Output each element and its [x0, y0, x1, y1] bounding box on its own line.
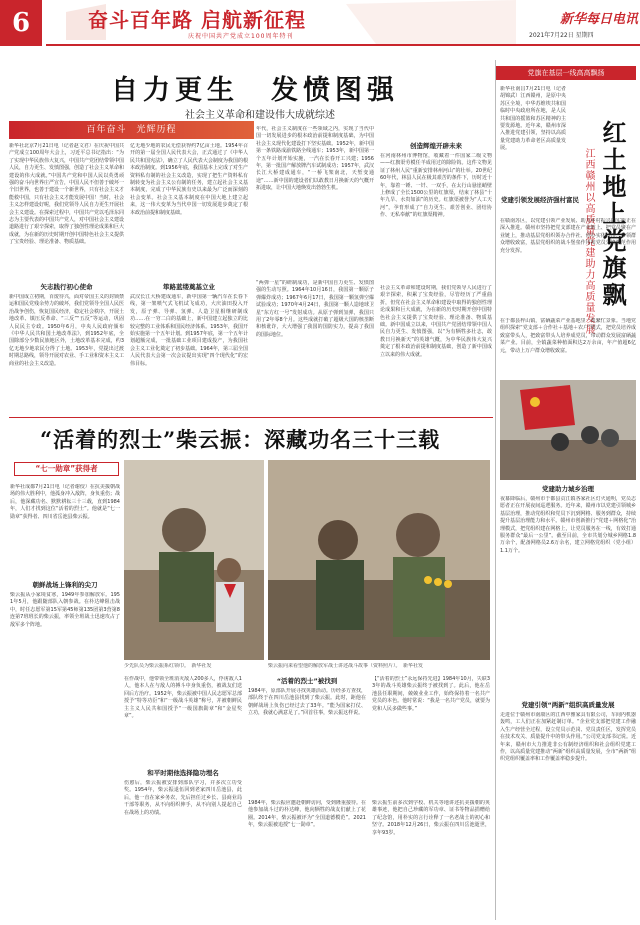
right-column-photo — [500, 380, 636, 480]
mid-col4b-text: 柴云振生前多次到学校、机关等地讲述抗美援朝的英雄事迹，他把自己珍藏的军功章、证书等物品捐赠给了纪念馆，用朴实的言行诠释了一名老战士的初心和坚守。2018年12月26日，柴云振在四川岳池逝世，享年93岁。 — [372, 800, 490, 836]
top-col2b-text: 武汉长江大桥建成通车，新中国第一辆汽车在长春下线，第一架喷气式飞机试飞成功，大庆油田投入开发，原子弹、导弹、氢弹、人造卫星相继研制成功……在一穷二白的基础上，新中国建立起独立的比较完整的工业体系和国民经济体系。1953年，我国开始实施第一个五年计划。到1957年底，第一个五年计划超额完成，一批基础工业项目建成投产，为我国社会主义工业化奠定了初步基础。1964年，第三届全国人民代表大会第一次会议提出实现“四个现代化”的宏伟目标。 — [130, 294, 248, 367]
right-subhead-3: 党建引领“两新”组织高质量发展 — [521, 701, 615, 709]
middle-article-title: “活着的烈士”柴云振：深藏功名三十三载 — [40, 427, 441, 452]
paper-name: 新华每日电讯 — [560, 12, 639, 27]
right-intro-text: 新华社南昌7月21日电（记者胡锦武）江西赣州，是原中央苏区全境，中华苏维埃共和国临时中央政府所在地，是人民共和国的摇篮和苏区精神的主要发源地。近年来，赣州市深入推进党建引领，坚持以高质量党建助力革命老区高质量发展。 — [500, 86, 566, 152]
issue-date: 2021年7月22日 星期四 — [529, 32, 594, 39]
top-col1b-text: 新中国成立初期，百废待兴，面对帝国主义的封锁禁运和国民党残余势力的破坏，我们党领导全国人民医治战争创伤，恢复国民经济，稳定社会秩序，开展土地改革、镇压反革命、“三反”“五反”等运动，巩固人民民主专政。1950年6月，中央人民政府颁布《中华人民共和国土地改革法》，到1952年底，全国除部分少数民族地区外，土地改革基本完成，约3亿无地少地农民分得了土地。1953年，党提出过渡时期总路线，领导开展对农业、手工业和资本主义工商业的社会主义改造。 — [9, 294, 124, 367]
party-flag-image — [500, 380, 636, 480]
right-text-1b: 在于都县梓山镇，富硒蔬菜产业基地里一派繁忙景象。当地党组织探索“党支部＋合作社＋基地＋农户”模式，把党员培养成致富带头人，把致富带头人培养成党员，带动群众发展富硒蔬菜产业。目前，全镇蔬菜种植面积达2万余亩，年产值超6亿元，带动上万户群众增收致富。 — [500, 318, 636, 354]
middle-section-bar-label: “七一勋章”获得者 — [35, 464, 98, 473]
mid-col2b-text: 伤愈后，柴云振被安排到部队学习，并多次立功受奖。1954年，柴云振退伍回到老家四川岳池县，此后，他一直在家乡务农，先后担任过乡长、县商业局干部等职务，从不向组织伸手，从不向别人提起自己在战场上的功绩。 — [124, 780, 242, 816]
top-col4b-text: 社会主义革命和建设时期，我们党领导人民进行了艰辛探索，积累了宝贵经验，尽管经历了严重曲折，但党在社会主义革命和建设中取得的独创性理论成果和巨大成就，为在新的历史时期开创中国特色社会主义提供了宝贵经验、理论准备、物质基础。新中国成立以来，中国共产党团结带领中国人民自力更生、发愤图强，以“为有牺牲多壮志，敢教日月换新天”的英雄气概，为中华民族伟大复兴奠定了根本政治前提和制度基础，创造了新中国成立以来的伟大成就。 — [380, 285, 492, 358]
top-col3-text: 年代，社会主义制度在一些领域之内，实现了当代中国一切发展进步的根本政治前提和制度基础，为中国社会主义现代化建设打下坚实基础。1952年，新中国第一条铁路成渝铁路全线通车；1953年，新中国第一个五年计划开始实施，一汽在长春开工兴建；1956年，第一批国产解放牌汽车试制成功；1957年，武汉长江大桥建成通车，“一桥飞架南北，天堑变通途”……新中国的建设者们以敢教日月换新天的气概开拓进取，让中国大地焕发出勃勃生机。 — [256, 126, 374, 192]
mid-col4-text: 【“活着的烈士”永远保持先进】1984年10月，失联33年的战斗英雄柴云振终于被找到了。此后，他在岳池县任职期间，兢兢业业工作，始终保持着一名共产党员的本色。他时常说：“我是一名共产党员，就要为党和人民多做些事。” — [372, 676, 490, 712]
mid-col3b-text: 1984年，柴云振应邀赴朝鲜访问，受到隆重接待。在他参加战斗过的朴达峰，他向牺牲的战友们献上了花圈。2014年，柴云振被评为“全国道德模范”。2021年，柴云振被追授“七一勋章”。 — [248, 800, 366, 829]
header-rule — [46, 44, 640, 46]
mid-col1-text: 新华社成都7月21日电（记者谢佼）在抗美援朝战场的伟大胜利中，他孤身冲入敌阵，身负重伤；战后，他深藏功名、默默耕耘三十三载，直到1984年，人们才找到这位“活着的烈士”。他就是“七一勋章”获得者、四川省岳池县柴云振。 — [10, 484, 120, 520]
right-subhead-2: 党建助力城乡治理 — [542, 485, 594, 493]
right-column-banner: 党旗在基层一线高高飘扬 — [496, 66, 636, 80]
top-col1-text: 新华社北京7月21日电（记者赵文君）在庆祝中国共产党成立100周年大会上，习近平总书记指出：“为了实现中华民族伟大复兴，中国共产党团结带领中国人民，自力更生、发愤图强，创造了社会主义革命和建设的伟大成就。”中国共产党和中国人民以英勇顽强的奋斗向世界庄严宣告，中国人民不但善于破坏一个旧世界，也善于建设一个新世界，只有社会主义才能救中国，只有社会主义才能发展中国！当时，社会主义怎样建设好呢，我们党领导人民自力更生开展社会主义建设。在探索过程中，中国共产党以毛泽东同志为主要代表的中国共产党人，对中国社会主义建设道路进行了艰辛探索，取得了独创性理论成果和巨大成就，为在新的历史时期开创中国特色社会主义提供了宝贵经验、理论准备、物质基础。 — [9, 143, 124, 246]
photo-right — [268, 460, 490, 660]
header-slogan: 奋斗百年路 启航新征程 — [88, 8, 306, 32]
right-vtitle-sub: 江西赣州以高质量党建助力高质量发展 — [583, 148, 594, 335]
veteran-photo-2 — [268, 460, 490, 660]
mid-col2-text: 在作战中，他带领全班消灭敌人200多人，俘虏敌人1人，他本人在与敌人的搏斗中身负重伤，被战友们送回后方治疗。1952年，柴云振被中国人民志愿军总部授予“特等功臣”和“一级战斗英雄”称号，并被朝鲜民主主义人民共和国授予“一级国旗勋章”和“金星奖章”。 — [124, 676, 242, 720]
photo-left — [124, 460, 264, 660]
header-subtitle: 庆祝中国共产党成立100周年特刊 — [188, 33, 294, 40]
column-divider — [495, 60, 496, 920]
mid-col1b-text: 柴云振从小家境贫寒，1949年参加解放军。1951年5月，他跟随部队入朝参战。在朴达峰阻击战中，时任志愿军第15军第45师第135团第3营第8连第7班班长的柴云振，率领全班战士迅速攻占了敌军多个阵地。 — [10, 592, 120, 628]
right-subhead-1: 党建引领发展经济强村富民 — [501, 196, 579, 204]
top-col1-subhead: 矢志践行初心使命 — [40, 283, 93, 291]
mid-col2-subhead: 和平时期他选择隐功埋名 — [147, 769, 219, 777]
top-article-title: 自力更生 发愤图强 — [111, 75, 399, 106]
top-col3b-text: “两弹一星”的研制成功，是新中国自力更生、发愤图强的生动写照。1964年10月16日，我国第一颗原子弹爆炸成功；1967年6月17日，我国第一颗氢弹空爆试验成功；1970年4月24日，我国第一颗人造地球卫星“东方红一号”发射成功。从原子弹到氢弹，我国只用了2年零8个月。这些成就打破了超级大国的核垄断和核讹诈，大大增强了我国的国防实力，提高了我国的国际地位。 — [256, 280, 374, 338]
mid-col3-text: 1984年，原部队开展寻找英雄活动。历经多方查找，部队终于在四川岳池县找到了柴云振。此时，距他在朝鲜战场上负伤已经过去了33年。“能为国家打仗、立功，我就心满意足了。”回首往事，柴云振这样说。 — [248, 688, 366, 717]
top-col4-subhead: 创造辉煌开辟未来 — [410, 142, 462, 150]
photo-right-caption: 柴云振向来看望他的解放军战士讲述战斗故事（资料照片）。 新华社发 — [268, 663, 424, 669]
page-number: 6 — [0, 0, 42, 46]
veteran-photo-1 — [124, 460, 264, 660]
top-col4-text: 在河南林州市博物馆，收藏着一件国家二级文物——红旗渠劳模任羊成用过的除险钩。这件文物见证了林州人民“重新安排林州河山”的壮举。20世纪60年代，林县人民在极其艰苦的条件下，历时近十年，靠着一锤、一钎、一双手，在太行山悬崖峭壁上修成了全长1500公里的红旗渠，结束了林县“十年九旱、水贵如油”的历史。红旗渠被誉为“人工天河”，孕育形成了“自力更生、艰苦创业、团结协作、无私奉献”的红旗渠精神。 — [380, 153, 492, 219]
right-vtitle-main: 红土地上党旗飘 — [598, 120, 627, 309]
mid-col3-subhead: “活着的烈士”被找到 — [276, 677, 338, 685]
section-rule — [9, 417, 493, 418]
right-text-2: 夜幕降临后，赣州市于都县贡江镇各家社区灯火通明，党员志愿者正在开展夜间巡逻服务。近年来，赣州市以党建引领城乡基层治理，推动党组织和党员下沉到网格、服务到群众，持续提升基层治理能力和水平。赣州市创新推行“党建＋网格化”治理模式，把党组织建在网格上，让党员服务在一线，有效打通服务群众“最后一公里”。截至目前，全市共划分城乡网格1.8万余个，配备网格员2.6万余名，建立网格党组织（党小组）1.1万个。 — [500, 496, 636, 554]
top-article-subtitle: 社会主义革命和建设伟大成就综述 — [185, 110, 335, 121]
right-text-1: 在赣南苏区，以党建引领产业发展、助力乡村振兴的实践正在深入推进。赣州市坚持把党支部建在产业链上、把党员聚在产业链上，推动基层党组织领办合作社、创办实体经济，带领群众增收致富，基层党组织的战斗堡垒作用和党员先锋模范作用充分发挥。 — [500, 218, 636, 254]
photo-left-caption: 少先队员为柴云振系红领巾。 新华社发 — [124, 663, 212, 669]
section-bar-label: 百年奋斗 光辉历程 — [86, 125, 177, 135]
top-col2-text: 亿无地少地的农民无偿获得约7亿亩土地。1954年召开的第一届全国人民代表大会，正式通过了《中华人民共和国宪法》，确立了人民代表大会制度为我国的根本政治制度。到1956年底，我国基本上完成了对生产资料私有制的社会主义改造，实现了把生产资料私有制转变为社会主义公有制的任务，建立起社会主义基本制度，完成了中华民族有史以来最为广泛而深刻的社会变革。社会主义基本制度在中国大地上建立起来，这一伟大变革为当代中国一切发展进步奠定了根本政治前提和制度基础。 — [130, 143, 248, 216]
top-col2-subhead: 筚路蓝缕奠基立业 — [163, 283, 215, 291]
mid-col1-subhead: 朝鲜战场上锋利的尖刀 — [32, 581, 98, 589]
right-text-3: 走进位于赣州市南康区的江西中雅家具有限公司，车间内机器轰鸣，工人们正在加紧赶制订单。“企业党支部把党建工作融入生产经营全过程，设立党员示范岗、党员责任区，发挥党员在技术攻关、质量提升中的带头作用。”公司党支部书记说。近年来，赣州市大力推进非公有制经济组织和社会组织党建工作，以高质量党建推动“两新”组织高质量发展，全市“两新”组织党组织覆盖率和工作覆盖率稳步提升。 — [500, 712, 636, 763]
